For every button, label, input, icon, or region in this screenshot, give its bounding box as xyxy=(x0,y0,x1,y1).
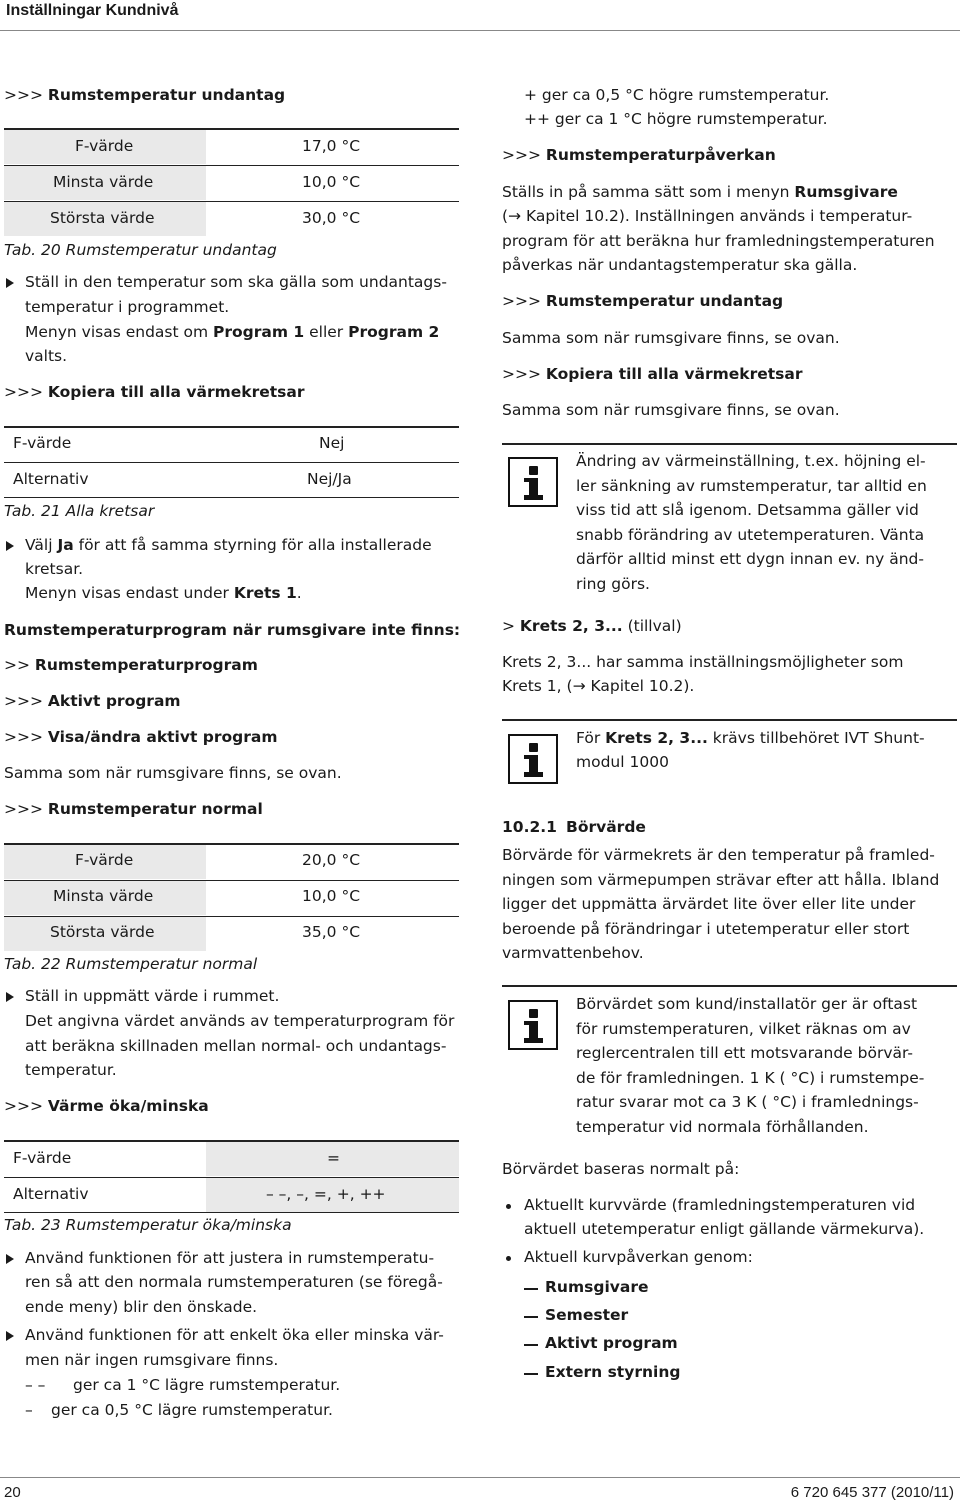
body-text: Ställs in på samma sätt som i menyn Rumsgivare xyxy=(502,183,898,201)
instruction-text: valts. xyxy=(25,347,68,365)
subheading: Rumstemperaturprogram när rumsgivare inte finns: xyxy=(4,621,461,639)
dash-marks: – – xyxy=(25,1376,46,1394)
info-icon xyxy=(508,1000,558,1050)
table-cell-label: Minsta värde xyxy=(53,887,154,905)
table-caption: Tab. 21 Alla kretsar xyxy=(4,502,155,520)
table-cell-value: – –, –, =, +, ++ xyxy=(266,1185,386,1203)
list-item: aktuell utetemperatur enligt gällande värmekurva). xyxy=(524,1220,925,1238)
body-text: varmvattenbehov. xyxy=(502,944,644,962)
note-text: Ändring av värmeinställning, t.ex. höjning el- xyxy=(576,452,926,470)
table-cell-value: 10,0 °C xyxy=(302,887,361,905)
table-cell-value: Nej xyxy=(319,434,345,452)
section-title-kopiera: >>> Kopiera till alla värmekretsar xyxy=(4,383,305,401)
list-item: Aktuellt kurvvärde (framledningstemperaturen vid xyxy=(524,1196,916,1214)
header-rule xyxy=(0,30,960,31)
section-title-normal: >>> Rumstemperatur normal xyxy=(4,800,263,818)
page-header-title: Inställningar Kundnivå xyxy=(6,2,179,19)
info-icon xyxy=(508,734,558,784)
body-text: + ger ca 0,5 °C högre rumstemperatur. xyxy=(524,86,830,104)
table-cell-label: Största värde xyxy=(50,923,155,941)
instruction-text: Ställ in den temperatur som ska gälla som undantags- xyxy=(25,273,447,291)
bullet-dot xyxy=(506,1204,511,1209)
instruction-text: Det angivna värdet används av temperaturprogram för xyxy=(25,1012,455,1030)
note-text: de för framledningen. 1 K ( °C) i rumstempe- xyxy=(576,1069,925,1087)
instruction-text: Använd funktionen för att enkelt öka eller minska vär- xyxy=(25,1326,444,1344)
table-cell-value: 35,0 °C xyxy=(302,923,361,941)
list-item: Aktuell kurvpåverkan genom: xyxy=(524,1248,753,1266)
section-title-undantag-2: >>> Rumstemperatur undantag xyxy=(502,292,784,310)
note-text: ler sänkning av rumstemperatur, tar alltid en xyxy=(576,477,927,495)
table-cell-label: F-värde xyxy=(13,434,72,452)
body-text: (→ Kapitel 10.2). Inställningen används i temperatur- xyxy=(502,207,913,225)
section-title-varme: >>> Värme öka/minska xyxy=(4,1097,209,1115)
table-caption: Tab. 23 Rumstemperatur öka/minska xyxy=(4,1216,292,1234)
note-text: För Krets 2, 3... krävs tillbehöret IVT Shunt- xyxy=(576,729,925,747)
instruction-text: Menyn visas endast under Krets 1. xyxy=(25,584,302,602)
instruction-text: Välj Ja för att få samma styrning för alla installerade xyxy=(25,536,432,554)
section-title-undantag: >>> Rumstemperatur undantag xyxy=(4,86,286,104)
body-text: Krets 2, 3... har samma inställningsmöjligheter som xyxy=(502,653,904,671)
note-text: ring görs. xyxy=(576,575,650,593)
section-title-paverkan: >>> Rumstemperaturpåverkan xyxy=(502,146,776,164)
body-text: Samma som när rumsgivare finns, se ovan. xyxy=(4,764,342,782)
table-cell-label: Största värde xyxy=(50,209,155,227)
instruction-text: Menyn visas endast om Program 1 eller Program 2 xyxy=(25,323,440,341)
table-caption: Tab. 20 Rumstemperatur undantag xyxy=(4,241,277,259)
section-title-kopiera-2: >>> Kopiera till alla värmekretsar xyxy=(502,365,803,383)
body-text: ningen som värmepumpen strävar efter att hålla. Ibland xyxy=(502,871,940,889)
table-cell-label: Alternativ xyxy=(13,1185,89,1203)
dash-marker xyxy=(524,1344,538,1346)
dash-item-text: ger ca 0,5 °C lägre rumstemperatur. xyxy=(51,1401,333,1419)
note-text: temperatur vid normala förhållanden. xyxy=(576,1118,869,1136)
instruction-text: att beräkna skillnaden mellan normal- och undantags- xyxy=(25,1037,447,1055)
info-icon xyxy=(508,457,558,507)
bullet-arrow-icon xyxy=(6,1254,14,1264)
menu-path: >> Rumstemperaturprogram xyxy=(4,656,258,674)
sub-list-item: Semester xyxy=(545,1306,629,1324)
table-cell-label: Alternativ xyxy=(13,470,89,488)
body-text: Börvärdet baseras normalt på: xyxy=(502,1160,740,1178)
instruction-text: kretsar. xyxy=(25,560,84,578)
table-cell-value: 20,0 °C xyxy=(302,851,361,869)
table-cell-label: F-värde xyxy=(75,137,134,155)
bullet-arrow-icon xyxy=(6,278,14,288)
dash-item-text: ger ca 1 °C lägre rumstemperatur. xyxy=(73,1376,341,1394)
instruction-text: Använd funktionen för att justera in rumstemperatu- xyxy=(25,1249,435,1267)
document-number: 6 720 645 377 (2010/11) xyxy=(790,1484,954,1501)
table-cell-value: 10,0 °C xyxy=(302,173,361,191)
body-text: beroende på förändringar i utetemperatur eller stort xyxy=(502,920,910,938)
note-text: ratur svarar mot ca 3 K ( °C) i framlednings- xyxy=(576,1093,919,1111)
note-text: Börvärdet som kund/installatör ger är oftast xyxy=(576,995,918,1013)
note-text: snabb förändring av utetemperaturen. Vänta xyxy=(576,526,925,544)
table-caption: Tab. 22 Rumstemperatur normal xyxy=(4,955,258,973)
table-cell-label: F-värde xyxy=(13,1149,72,1167)
body-text: ++ ger ca 1 °C högre rumstemperatur. xyxy=(524,110,828,128)
sub-list-item: Rumsgivare xyxy=(545,1278,649,1296)
note-text: därför alltid minst ett dygn innan ev. ny änd- xyxy=(576,550,924,568)
instruction-text: men när ingen rumsgivare finns. xyxy=(25,1351,279,1369)
dash-marker xyxy=(524,1288,538,1290)
note-text: reglercentralen till ett motsvarande börvär- xyxy=(576,1044,913,1062)
page-number: 20 xyxy=(4,1484,21,1501)
sub-list-item: Aktivt program xyxy=(545,1334,678,1352)
instruction-text: temperatur. xyxy=(25,1061,117,1079)
dash-marks: – xyxy=(25,1401,33,1419)
table-cell-label: F-värde xyxy=(75,851,134,869)
bullet-arrow-icon xyxy=(6,1331,14,1341)
note-text: modul 1000 xyxy=(576,753,669,771)
body-text: Samma som när rumsgivare finns, se ovan. xyxy=(502,401,840,419)
dash-marker xyxy=(524,1373,538,1375)
instruction-text: temperatur i programmet. xyxy=(25,298,230,316)
body-text: Krets 1, (→ Kapitel 10.2). xyxy=(502,677,695,695)
body-text: påverkas när undantagstemperatur ska gälla. xyxy=(502,256,858,274)
section-heading: Börvärde xyxy=(566,818,646,836)
body-text: ligger det uppmätta ärvärdet lite över eller lite under xyxy=(502,895,916,913)
instruction-text: Ställ in uppmätt värde i rummet. xyxy=(25,987,280,1005)
table-cell-value: 17,0 °C xyxy=(302,137,361,155)
body-text: Börvärde för värmekrets är den temperatur på framled- xyxy=(502,846,935,864)
table-cell-value: 30,0 °C xyxy=(302,209,361,227)
table-cell-value: Nej/Ja xyxy=(307,470,352,488)
instruction-text: ende meny) blir den önskade. xyxy=(25,1298,258,1316)
menu-path: >>> Visa/ändra aktivt program xyxy=(4,728,278,746)
menu-path: > Krets 2, 3... (tillval) xyxy=(502,617,682,635)
bullet-arrow-icon xyxy=(6,992,14,1002)
instruction-text: ren så att den normala rumstemperaturen (se föregå- xyxy=(25,1273,443,1291)
dash-marker xyxy=(524,1316,538,1318)
footer-rule xyxy=(0,1477,960,1478)
body-text: program för att beräkna hur framledningstemperaturen xyxy=(502,232,935,250)
note-text: viss tid att slå igenom. Detsamma gäller vid xyxy=(576,501,919,519)
section-number: 10.2.1 xyxy=(502,818,557,836)
bullet-dot xyxy=(506,1256,511,1261)
body-text: Samma som när rumsgivare finns, se ovan. xyxy=(502,329,840,347)
menu-path: >>> Aktivt program xyxy=(4,692,181,710)
sub-list-item: Extern styrning xyxy=(545,1363,681,1381)
bullet-arrow-icon xyxy=(6,541,14,551)
table-cell-label: Minsta värde xyxy=(53,173,154,191)
note-text: för rumstemperaturen, vilket räknas om av xyxy=(576,1020,911,1038)
table-cell-value: = xyxy=(327,1149,340,1167)
